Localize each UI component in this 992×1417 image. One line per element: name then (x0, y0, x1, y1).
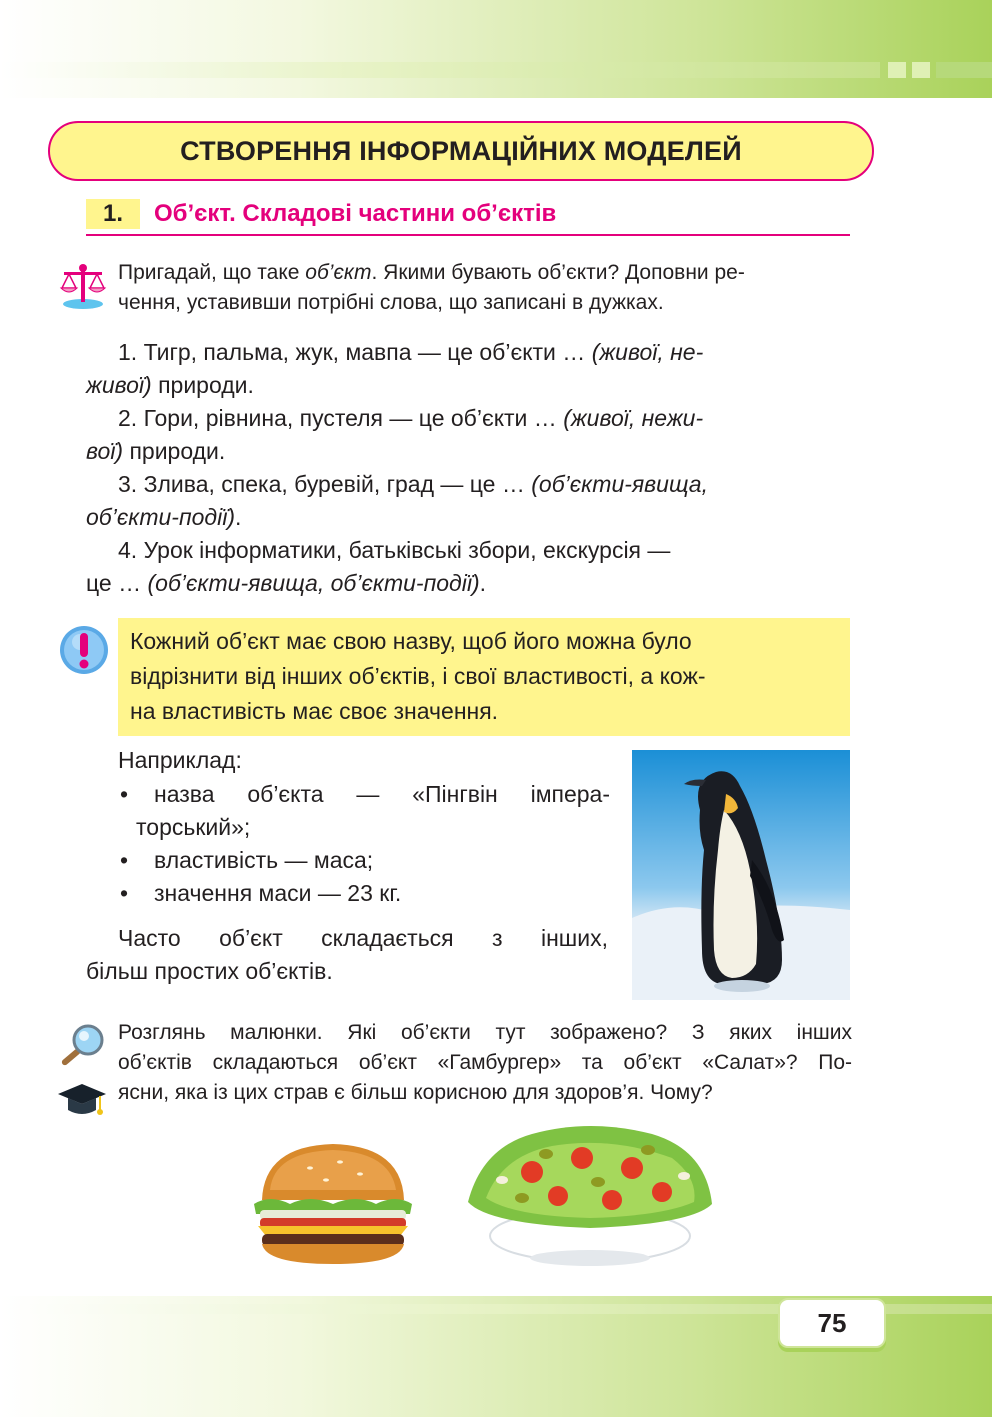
list-item (118, 844, 610, 877)
top-square (936, 62, 992, 78)
item-italic: (об’єкти-явища, (531, 471, 708, 497)
item-text: природи. (123, 438, 226, 464)
section-number: 1. (86, 199, 140, 229)
item-text: природи. (151, 372, 254, 398)
chapter-title (48, 121, 874, 181)
item-text: 2. Гори, рівнина, пустеля — це об’єкти … (118, 405, 564, 431)
section-title: Об’єкт. Складові частини об’єктів (154, 200, 557, 227)
scales-icon (58, 262, 108, 310)
example-label: Наприклад: (118, 747, 242, 773)
bullet-text: властивість — маса; (154, 847, 374, 873)
intro-italic: об’єкт (305, 261, 372, 284)
top-stripe (0, 62, 880, 78)
item-2-line-2 (86, 435, 225, 468)
hamburger-image (250, 1138, 416, 1266)
graduation-cap-icon (56, 1080, 108, 1120)
composite-line-2: більш простих об’єктів. (86, 958, 333, 984)
item-2-line-1 (118, 402, 852, 435)
task-line-1: Розглянь малюнки. Які об’єкти тут зображено? З яких інших (118, 1021, 852, 1044)
important-note (118, 618, 850, 736)
exclamation-icon (58, 624, 110, 676)
item-italic: (об’єкти-явища, об’єкти-події) (147, 570, 480, 596)
note-line: на властивість має своє значення. (130, 698, 499, 724)
item-text: . (235, 504, 242, 530)
bullet-list (118, 778, 610, 910)
item-text: . (479, 570, 487, 596)
bullet-dot: • (120, 880, 129, 906)
list-item (118, 877, 610, 910)
item-italic: (живої, нежи- (563, 405, 704, 431)
item-text: 3. Злива, спека, буревій, град — це … (118, 471, 532, 497)
item-text: 4. Урок інформатики, батьківські збори, екскурсія — (118, 537, 671, 563)
top-square (888, 62, 906, 78)
chapter-title-text: СТВОРЕННЯ ІНФОРМАЦІЙНИХ МОДЕЛЕЙ (180, 135, 742, 166)
page-number: 75 (778, 1298, 886, 1348)
intro-text: Пригадай, що таке (118, 261, 306, 284)
bullet-text: назва об’єкта — «Пінгвін імпера- (154, 781, 610, 807)
item-italic: об’єкти-події) (86, 504, 236, 530)
list-item (118, 778, 610, 844)
item-4-line-1 (118, 534, 852, 567)
item-text: це … (86, 570, 148, 596)
item-3-line-2 (86, 501, 241, 534)
note-line: відрізнити від інших об’єктів, і свої властивості, а кож- (130, 663, 706, 689)
bullet-dot: • (120, 781, 129, 807)
item-4-line-2 (86, 567, 486, 600)
item-text: 1. Тигр, пальма, жук, мавпа — це об’єкти … (118, 339, 592, 365)
bullet-dot: • (120, 847, 129, 873)
item-1-line-2 (86, 369, 254, 402)
note-text (130, 624, 842, 729)
item-1-line-1 (118, 336, 852, 369)
top-square (912, 62, 930, 78)
intro-line-2: чення, уставивши потрібні слова, що записані в дужках. (118, 291, 664, 314)
bullet-text: значення маси — 23 кг. (154, 880, 402, 906)
top-decorative-band (0, 0, 992, 98)
intro-text: . Якими бувають об’єкти? Доповни ре- (371, 261, 745, 284)
item-italic: живої) (86, 372, 152, 398)
section-heading (86, 194, 850, 236)
note-line: Кожний об’єкт має свою назву, щоб його можна було (130, 628, 692, 654)
bullet-text: торський»; (136, 814, 251, 840)
item-3-line-1 (118, 468, 852, 501)
salad-image (462, 1118, 718, 1268)
composite-line-1: Часто об’єкт складається з інших, (118, 925, 608, 951)
item-italic: (живої, не- (591, 339, 704, 365)
item-italic: вої) (86, 438, 124, 464)
penguin-photo (632, 750, 850, 1000)
intro-line-1 (118, 258, 852, 287)
task-line-3: ясни, яка із цих страв є більш корисною для здоров’я. Чому? (118, 1081, 713, 1104)
magnifier-icon (56, 1022, 108, 1072)
task-line-2: об’єктів складаються об’єкт «Гамбургер» та об’єкт «Салат»? По- (118, 1051, 852, 1074)
